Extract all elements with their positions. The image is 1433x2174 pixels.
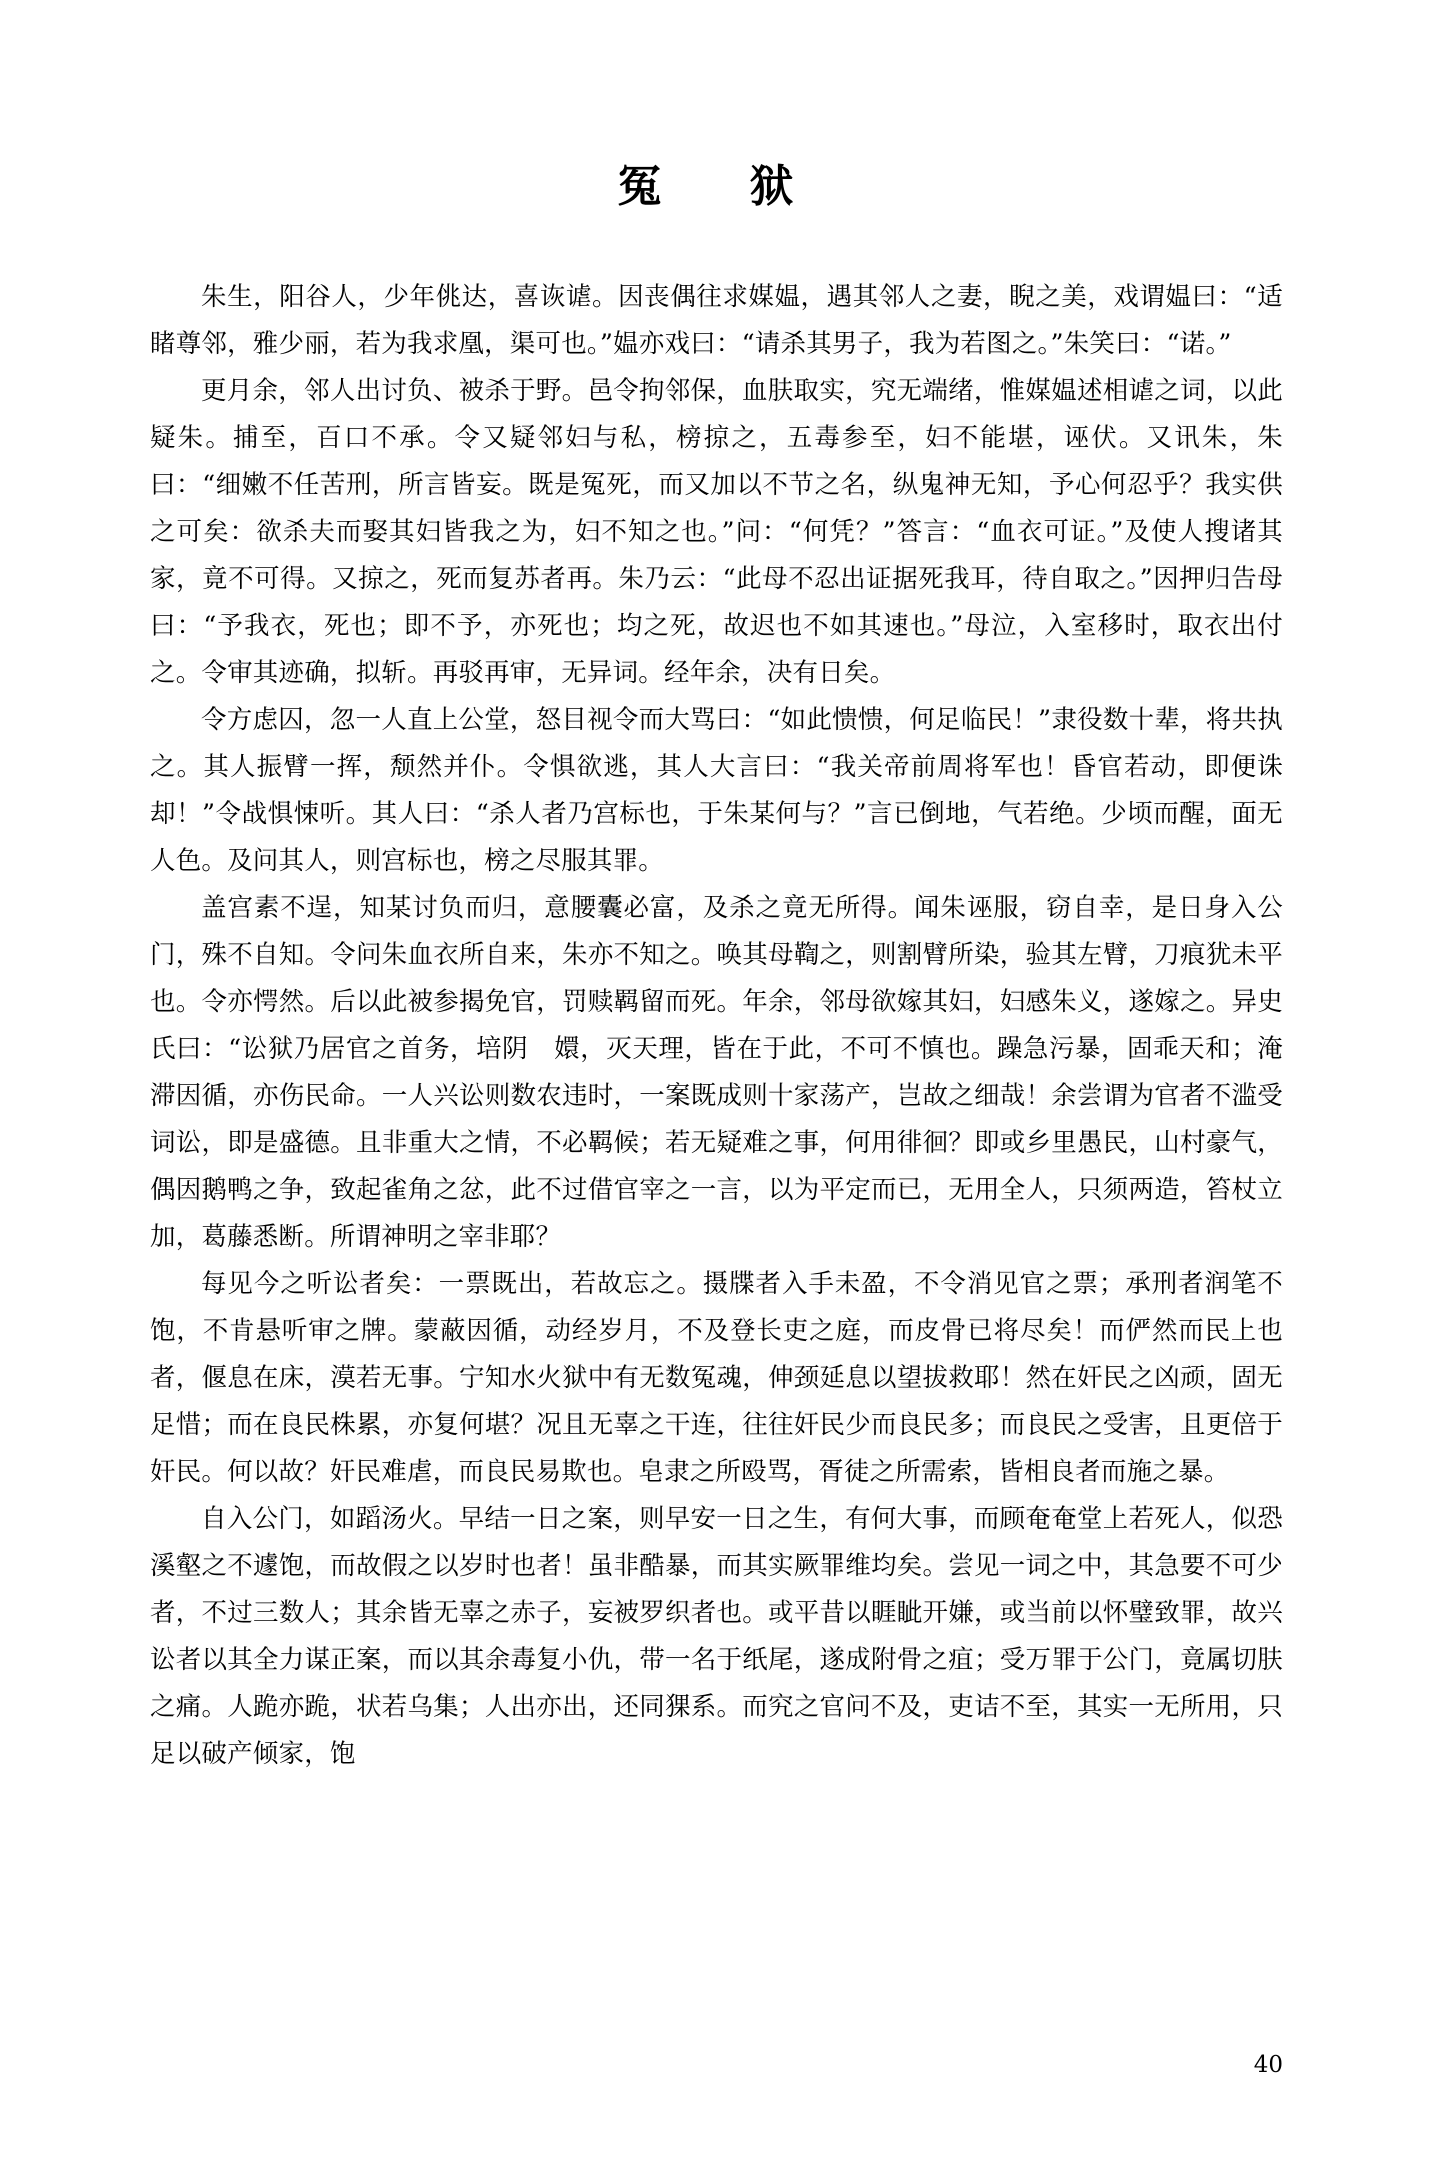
document-body xyxy=(150,274,1283,1778)
paragraph: 朱生，阳谷人，少年佻达，喜诙谑。因丧偶往求媒媪，遇其邻人之妻，睨之美，戏谓媪曰：“适睹尊邻，雅少丽，若为我求凰，渠可也。”媪亦戏曰：“请杀其男子，我为若图之。”朱笑曰：“诺。” xyxy=(150,282,1283,359)
paragraph: 令方虑囚，忽一人直上公堂，怒目视令而大骂曰：“如此愦愦，何足临民！”隶役数十辈，将共执之。其人振臂一挥，颓然并仆。令惧欲逃，其人大言曰：“我关帝前周将军也！昏官若动，即便诛却！”令战惧悚听。其人曰：“杀人者乃宫标也，于朱某何与？”言已倒地，气若绝。少顷而醒，面无人色。及问其人，则宫标也，榜之尽服其罪。 xyxy=(150,705,1283,876)
document-page xyxy=(0,150,1433,2174)
page-title: 冤 狱 xyxy=(617,161,816,212)
paragraph: 自入公门，如蹈汤火。早结一日之案，则早安一日之生，有何大事，而顾奄奄堂上若死人，似恐溪壑之不遽饱，而故假之以岁时也者！虽非酷暴，而其实厥罪维均矣。尝见一词之中，其急要不可少者，不过三数人；其余皆无辜之赤子，妄被罗织者也。或平昔以睚眦开嫌，或当前以怀璧致罪，故兴讼者以其全力谋正案，而以其余毒复小仇，带一名于纸尾，遂成附骨之疽；受万罪于公门，竟属切肤之痛。人跪亦跪，状若乌集；人出亦出，还同猓系。而究之官问不及，吏诘不至，其实一无所用，只足以破产倾家，饱 xyxy=(150,1504,1283,1769)
paragraph: 盖宫素不逞，知某讨负而归，意腰囊必富，及杀之竟无所得。闻朱诬服，窃自幸，是日身入公门，殊不自知。令问朱血衣所自来，朱亦不知之。唤其母鞫之，则割臂所染，验其左臂，刀痕犹未平也。令亦愕然。后以此被参揭免官，罚赎羁留而死。年余，邻母欲嫁其妇，妇感朱义，遂嫁之。异史氏曰：“讼狱乃居官之首务，培阴 嬛，灭天理，皆在于此，不可不慎也。躁急污暴，固乖天和；淹滞因循，亦伤民命。一人兴讼则数农违时，一案既成则十家荡产，岂故之细哉！余尝谓为官者不滥受词讼，即是盛德。且非重大之情，不必羁候；若无疑难之事，何用徘徊？即或乡里愚民，山村豪气，偶因鹅鸭之争，致起雀角之忿，此不过借官宰之一言，以为平定而已，无用全人，只须两造，笞杖立加，葛藤悉断。所谓神明之宰非耶？ xyxy=(150,893,1283,1252)
page-number: 40 xyxy=(1253,2052,1283,2078)
paragraph: 每见今之听讼者矣：一票既出，若故忘之。摄牒者入手未盈，不令消见官之票；承刑者润笔不饱，不肯悬听审之牌。蒙蔽因循，动经岁月，不及登长吏之庭，而皮骨已将尽矣！而俨然而民上也者，偃息在床，漠若无事。宁知水火狱中有无数冤魂，伸颈延息以望拔救耶！然在奸民之凶顽，固无足惜；而在良民株累，亦复何堪？况且无辜之干连，往往奸民少而良民多；而良民之受害，且更倍于奸民。何以故？奸民难虐，而良民易欺也。皂隶之所殴骂，胥徒之所需索，皆相良者而施之暴。 xyxy=(150,1269,1283,1487)
paragraph: 更月余，邻人出讨负、被杀于野。邑令拘邻保，血肤取实，究无端绪，惟媒媪述相谑之词，以此疑朱。捕至，百口不承。令又疑邻妇与私，榜掠之，五毒参至，妇不能堪，诬伏。又讯朱，朱曰：“细嫩不任苦刑，所言皆妄。既是冤死，而又加以不节之名，纵鬼神无知，予心何忍乎？我实供之可矣：欲杀夫而娶其妇皆我之为，妇不知之也。”问：“何凭？”答言：“血衣可证。”及使人搜诸其家，竟不可得。又掠之，死而复苏者再。朱乃云：“此母不忍出证据死我耳，待自取之。”因押归告母曰：“予我衣，死也；即不予，亦死也；均之死，故迟也不如其速也。”母泣，入室移时，取衣出付之。令审其迹确，拟斩。再驳再审，无异词。经年余，决有日矣。 xyxy=(150,376,1283,688)
